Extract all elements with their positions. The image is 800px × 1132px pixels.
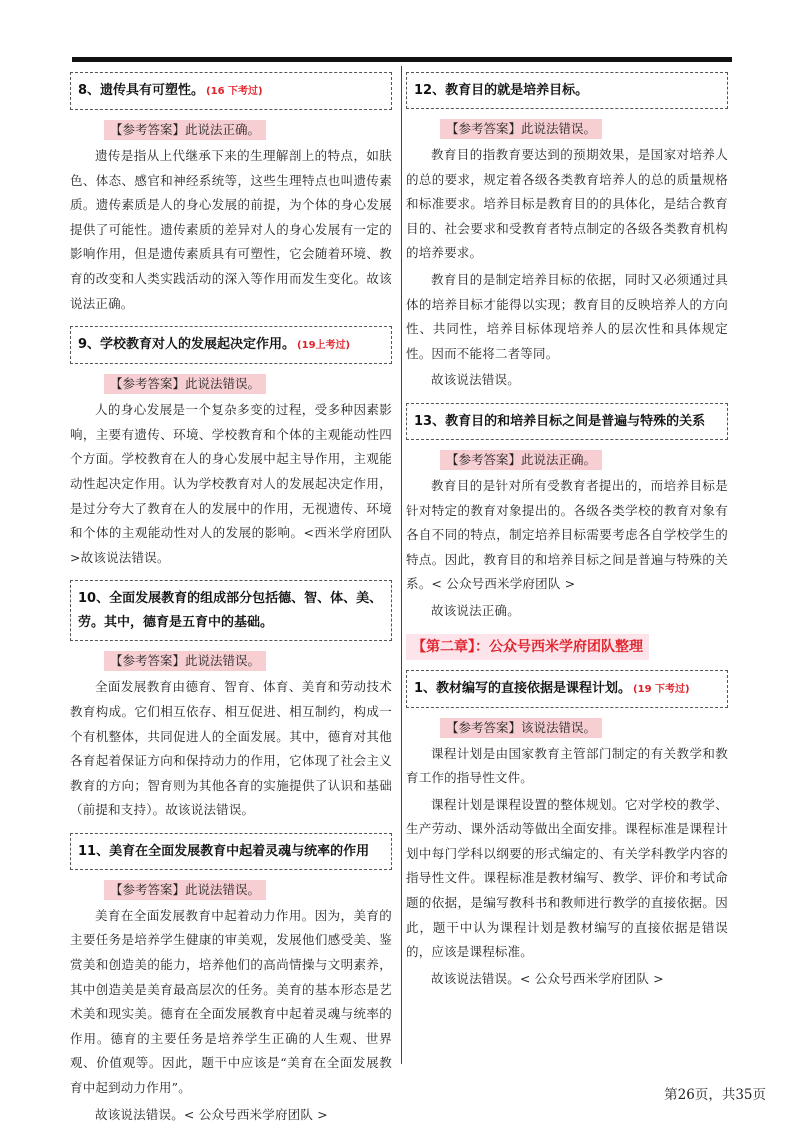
explanation-paragraph: 教育目的是针对所有受教育者提出的，而培养目标是针对特定的教育对象提出的。各级各类学校的教育对象有各自不同的特点，制定培养目标需要考虑各自学校学生的特点。因此，教育目的和培养目标之间是普遍与特殊的关系。< 公众号西米学府团队 > [406, 477, 728, 592]
conclusion-paragraph: 故该说法错误。< 公众号西米学府团队 > [431, 970, 664, 986]
top-rule [72, 57, 732, 62]
explanation-paragraph: 课程计划是由国家教育主管部门制定的有关教学和教育工作的指导性文件。 [406, 745, 728, 786]
answer-label: 【参考答案】此说法错误。 [104, 374, 266, 394]
exam-tag: (19 下考过) [633, 683, 690, 695]
exam-tag: (16 下考过) [206, 86, 263, 97]
answer-label: 【参考答案】此说法错误。 [104, 651, 266, 671]
column-divider [401, 66, 402, 1064]
right-column [406, 72, 728, 993]
question-12 [406, 72, 728, 109]
conclusion-paragraph: 故该说法错误。< 公众号西米学府团队 > [95, 1106, 328, 1122]
explanation-paragraph: 教育目的指教育要达到的预期效果，是国家对培养人的总的要求，规定着各级各类教育培养人的总的质量规格和标准要求。培养目标是教育目的的具体化，是结合教育目的、社会要求和受教育者特点制定的各级各类教育机构的培养要求。 [406, 147, 728, 261]
conclusion-paragraph: 故该说法正确。 [431, 602, 520, 618]
question-10 [70, 580, 392, 641]
explanation-paragraph: 遗传是指从上代继承下来的生理解剖上的特点，如肤色、体态、感官和神经系统等，这些生理特点也叫遗传素质。遗传素质是人的身心发展的前提，为个体的身心发展提供了可能性。遗传素质的差异对人的身心发展有一定的影响作用，但是遗传素质具有可塑性，它会随着环境、教育的改变和人类实践活动的深入等作用而发生变化。故该说法正确。 [70, 148, 392, 311]
question-title: 8、遗传具有可塑性。 [78, 83, 205, 98]
left-column [70, 72, 392, 1129]
explanation-paragraph: 人的身心发展是一个复杂多变的过程，受多种因素影响，主要有遗传、环境、学校教育和个体的主观能动性四个方面。学校教育在人的身心发展中起主导作用，主观能动性起决定作用。认为学校教育对人的发展起决定作用，是过分夸大了教育在人的发展中的作用，无视遗传、环境和个体的主观能动性对人的发展的影响。<西米学府团队>故该说法错误。 [70, 402, 392, 565]
page-number: 第26页，共35页 [664, 1087, 766, 1103]
answer-label: 【参考答案】此说法正确。 [104, 120, 266, 140]
exam-tag: (19上考过) [297, 340, 351, 352]
explanation-paragraph: 教育目的是制定培养目标的依据，同时又必须通过具体的培养目标才能得以实现；教育目的反映培养人的方向性、共同性，培养目标体现培养人的层次性和具体规定性。因而不能将二者等同。 [406, 271, 728, 361]
chapter-heading: 【第二章】：公众号西米学府团队整理 [406, 634, 649, 660]
explanation-paragraph: 全面发展教育由德育、智育、体育、美育和劳动技术教育构成。它们相互依存、相互促进、相互制约，构成一个有机整体，共同促进人的全面发展。其中，德育对其他各育起着保证方向和保持动力的作用，它体现了社会主义教育的方向；智育则为其他各育的实施提供了认识和基础（前提和支持）。故该说法错误。 [70, 679, 392, 818]
chapter2-question-1 [406, 670, 728, 708]
question-title: 12、教育目的就是培养目标。 [414, 83, 589, 98]
answer-label: 【参考答案】此说法错误。 [440, 119, 602, 139]
explanation-paragraph: 课程计划是课程设置的整体规划。它对学校的教学、生产劳动、课外活动等做出全面安排。课程标准是课程计划中每门学科以纲要的形式编定的、有关学科教学内容的指导性文件。课程标准是教材编写、教学、评价和考试命题的依据，是编写教科书和教师进行教学的直接依据。因此，题干中认为课程计划是教材编写的直接依据是错误的，应该是课程标准。 [406, 796, 728, 960]
answer-label: 【参考答案】该说法错误。 [440, 718, 602, 738]
answer-label: 【参考答案】此说法错误。 [104, 880, 266, 900]
conclusion-paragraph: 故该说法错误。 [431, 372, 520, 388]
question-11 [70, 833, 392, 870]
explanation-paragraph: 美育在全面发展教育中起着动力作用。因为，美育的主要任务是培养学生健康的审美观，发展他们感受美、鉴赏美和创造美的能力，培养他们的高尚情操与文明素养，其中创造美是美育最高层次的任务。美育的基本形态是艺术美和现实美。德育在全面发展教育中起着灵魂与统率的作用。德育的主要任务是培养学生正确的人生观、世界观、价值观等。因此，题干中应该是“美育在全面发展教育中起到动力作用”。 [70, 907, 392, 1096]
question-title: 9、学校教育对人的发展起决定作用。 [78, 337, 296, 353]
question-title: 13、教育目的和培养目标之间是普遍与特殊的关系 [414, 413, 706, 429]
question-13 [406, 403, 728, 440]
question-title: 10、全面发展教育的组成部分包括德、智、体、美、劳。其中，德育是五育中的基础。 [78, 591, 383, 631]
question-9 [70, 326, 392, 364]
question-8 [70, 72, 392, 110]
question-title: 11、美育在全面发展教育中起着灵魂与统率的作用 [78, 843, 370, 859]
question-title: 1、教材编写的直接依据是课程计划。 [414, 680, 632, 696]
answer-label: 【参考答案】此说法正确。 [440, 450, 602, 470]
